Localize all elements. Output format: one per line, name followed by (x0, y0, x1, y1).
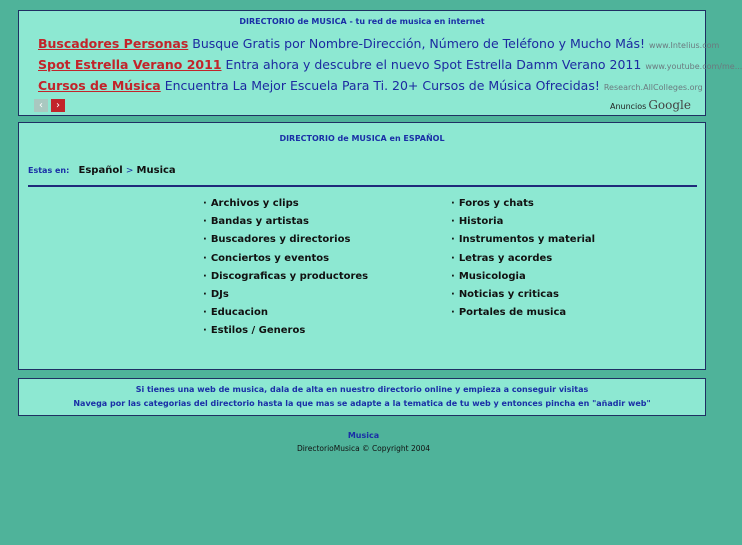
bullet: · (203, 270, 207, 282)
category-label: Portales de musica (458, 307, 567, 319)
ad-url[interactable]: www.youtube.com/me... (645, 62, 742, 71)
breadcrumb-separator: > (125, 166, 134, 176)
category-label: Noticias y criticas (458, 288, 559, 300)
next-ad-button[interactable]: › (51, 99, 65, 112)
category-label: Letras y acordes (458, 252, 553, 264)
category-link[interactable] (203, 213, 368, 231)
bullet: · (203, 216, 207, 228)
ad-text: Encuentra La Mejor Escuela Para Ti. 20+ Cursos de Música Ofrecidas! (164, 78, 600, 93)
category-link[interactable] (451, 304, 595, 322)
ad-item (38, 36, 719, 51)
ad-link[interactable]: Cursos de Música (38, 78, 161, 93)
category-link[interactable] (203, 268, 368, 286)
bullet: · (203, 307, 207, 319)
page-title: DIRECTORIO de MUSICA en ESPAÑOL (279, 134, 445, 143)
bullet: · (451, 216, 455, 228)
category-link[interactable] (203, 322, 368, 340)
category-label: Estilos / Generos (210, 325, 306, 337)
ad-text: Entra ahora y descubre el nuevo Spot Estrella Damm Verano 2011 (225, 57, 642, 72)
category-label: Bandas y artistas (210, 216, 309, 228)
prev-ad-button[interactable]: ‹ (34, 99, 48, 112)
bullet: · (451, 252, 455, 264)
category-list-left (203, 195, 368, 341)
category-link[interactable] (451, 286, 595, 304)
bullet: · (203, 325, 207, 337)
bullet: · (203, 288, 207, 300)
breadcrumb-item-musica[interactable]: Musica (136, 165, 176, 176)
ads-by-google[interactable] (610, 98, 691, 112)
breadcrumb (28, 165, 176, 176)
ad-link[interactable]: Buscadores Personas (38, 36, 189, 51)
bullet: · (203, 234, 207, 246)
category-list-right (451, 195, 595, 322)
anuncios-label: Anuncios (609, 102, 647, 111)
category-label: Foros y chats (458, 198, 534, 209)
ad-item (38, 57, 742, 72)
category-label: Musicologia (458, 270, 526, 282)
bullet: · (451, 288, 455, 300)
category-link[interactable] (203, 250, 368, 268)
category-label: Buscadores y directorios (210, 234, 351, 246)
category-link[interactable] (451, 250, 595, 268)
category-label: Historia (458, 216, 504, 228)
bullet: · (451, 307, 455, 319)
bullet: · (451, 270, 455, 282)
category-label: Instrumentos y material (458, 234, 596, 246)
ads-panel (18, 10, 742, 116)
bullet: · (451, 198, 455, 209)
category-label: DJs (210, 288, 229, 300)
info-line-2: Navega por las categorias del directorio hasta la que mas se adapte a la tematica de tu web y entonces pincha en "añadir web" (73, 399, 651, 408)
category-link[interactable] (451, 231, 595, 249)
ad-url[interactable]: www.Intelius.com (649, 41, 720, 50)
category-link[interactable] (451, 195, 595, 213)
info-line-1: Si tienes una web de musica, dala de alta en nuestro directorio online y empieza a conseguir visitas (135, 385, 589, 394)
bullet: · (203, 198, 207, 209)
category-label: Archivos y clips (210, 198, 299, 209)
category-link[interactable] (203, 286, 368, 304)
ads-title: DIRECTORIO de MUSICA - tu red de musica en internet (239, 17, 485, 26)
category-link[interactable] (203, 195, 368, 213)
category-label: Conciertos y eventos (210, 252, 330, 264)
ad-item (38, 78, 703, 93)
category-link[interactable] (451, 213, 595, 231)
info-panel (18, 378, 706, 416)
ad-url[interactable]: Research.AllColleges.org (603, 83, 703, 92)
bullet: · (451, 234, 455, 246)
ad-text: Busque Gratis por Nombre-Dirección, Número de Teléfono y Mucho Más! (192, 36, 646, 51)
bullet: · (203, 252, 207, 264)
category-label: Discograficas y productores (210, 270, 369, 282)
footer-copyright: DirectorioMusica © Copyright 2004 (296, 444, 431, 453)
category-link[interactable] (451, 268, 595, 286)
divider (28, 185, 697, 187)
category-label: Educacion (210, 307, 268, 319)
breadcrumb-label: Estas en: (28, 166, 70, 175)
breadcrumb-item-espanol[interactable]: Español (78, 165, 123, 176)
directory-panel (18, 122, 706, 370)
category-link[interactable] (203, 304, 368, 322)
google-logo: Google (648, 98, 691, 112)
category-link[interactable] (203, 231, 368, 249)
ad-link[interactable]: Spot Estrella Verano 2011 (38, 57, 222, 72)
footer-link-musica[interactable]: Musica (347, 431, 380, 440)
